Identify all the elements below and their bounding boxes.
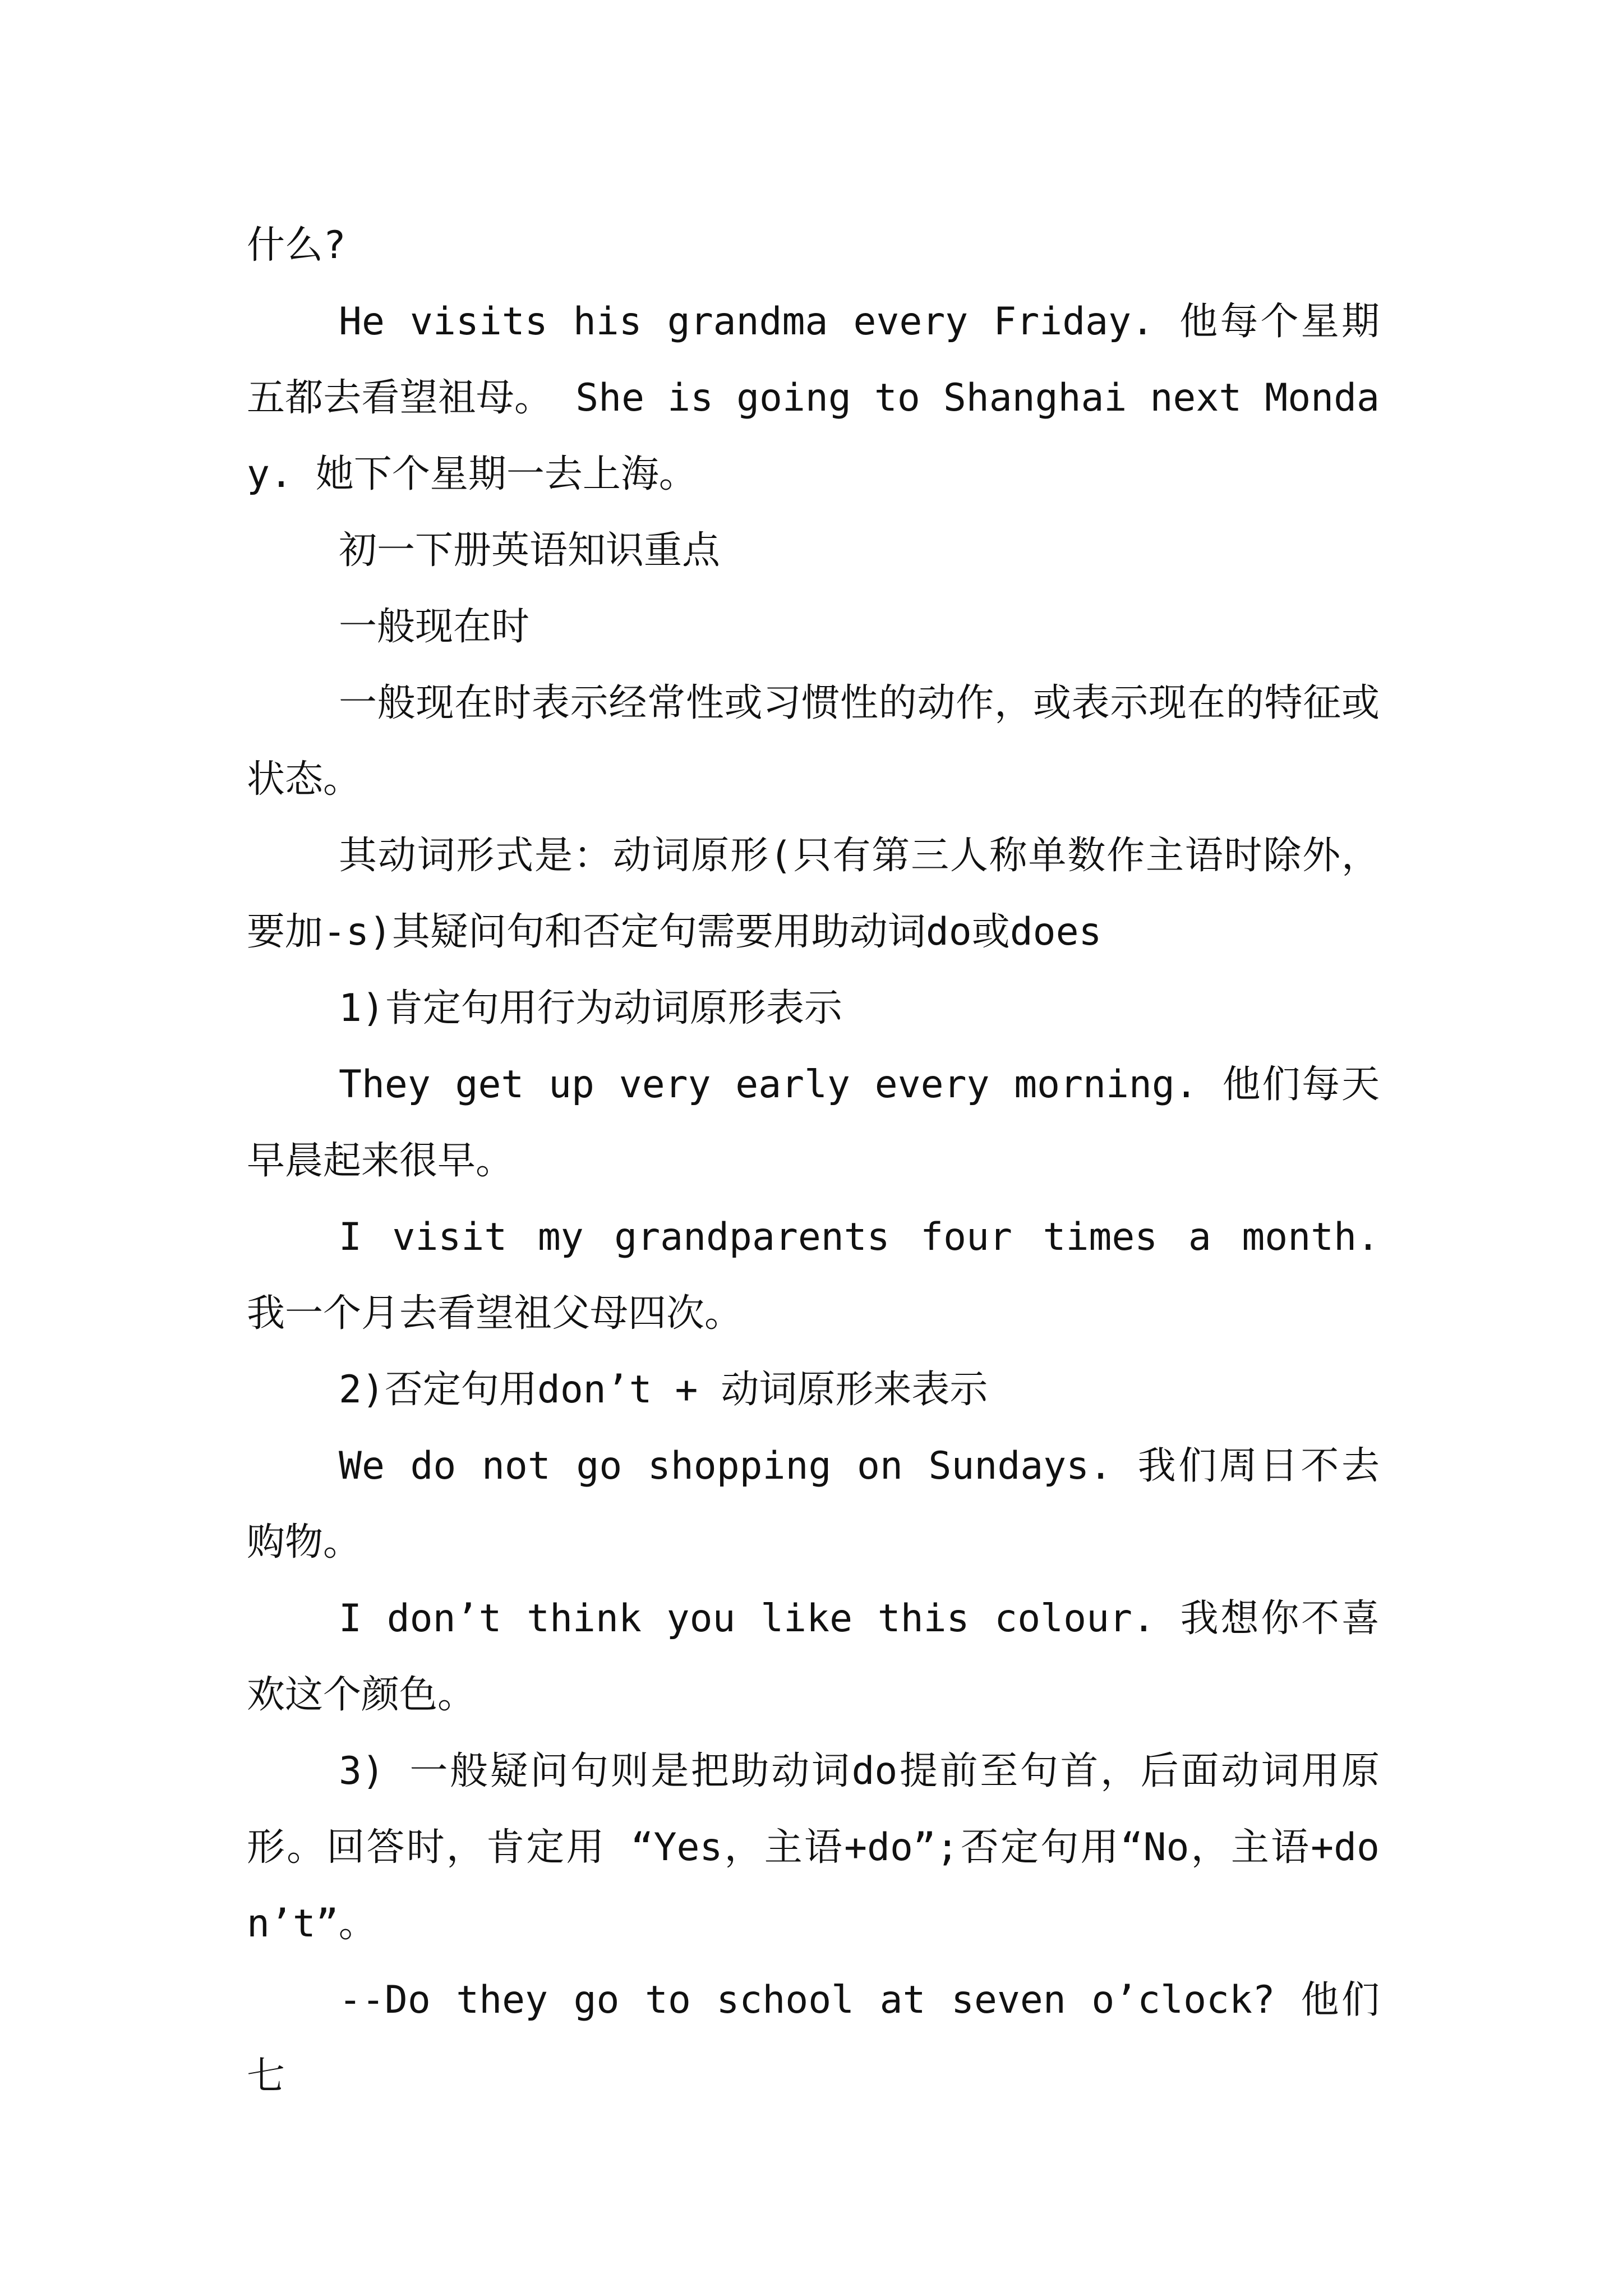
document-body xyxy=(247,208,1380,2115)
paragraph-example-visits: He visits his grandma every Friday. 他每个星期五都去看望祖母。 She is going to Shanghai next Monday. 她下个星期一去上海。 xyxy=(247,300,1380,496)
rule-question: 3) 一般疑问句则是把助动词do提前至句首，后面动词用原形。回答时，肯定用 “Yes，主语+do”;否定句用“No，主语+don’t”。 xyxy=(247,1749,1380,1946)
rule-affirmative: 1)肯定句用行为动词原形表示 xyxy=(339,986,842,1030)
example-school-question: --Do they go to school at seven o’clock? 他们七 xyxy=(247,1978,1380,2099)
example-get-up: They get up very early every morning. 他们每天早晨起来很早。 xyxy=(247,1062,1380,1183)
paragraph-verb-form: 其动词形式是：动词原形(只有第三人称单数作主语时除外，要加-s)其疑问句和否定句需要用助动词do或does xyxy=(247,834,1380,954)
example-colour: I don’t think you like this colour. 我想你不喜欢这个颜色。 xyxy=(247,1596,1380,1717)
rule-negative: 2)否定句用don’t + 动词原形来表示 xyxy=(339,1368,988,1412)
example-visit-grandparents: I visit my grandparents four times a month. 我一个月去看望祖父母四次。 xyxy=(247,1215,1380,1336)
paragraph-continuation: 什么? xyxy=(247,223,346,268)
subsection-heading: 一般现在时 xyxy=(339,605,530,649)
paragraph-definition: 一般现在时表示经常性或习惯性的动作，或表示现在的特征或状态。 xyxy=(247,681,1380,802)
example-shopping: We do not go shopping on Sundays. 我们周日不去购物。 xyxy=(247,1444,1380,1565)
section-heading: 初一下册英语知识重点 xyxy=(339,528,721,573)
